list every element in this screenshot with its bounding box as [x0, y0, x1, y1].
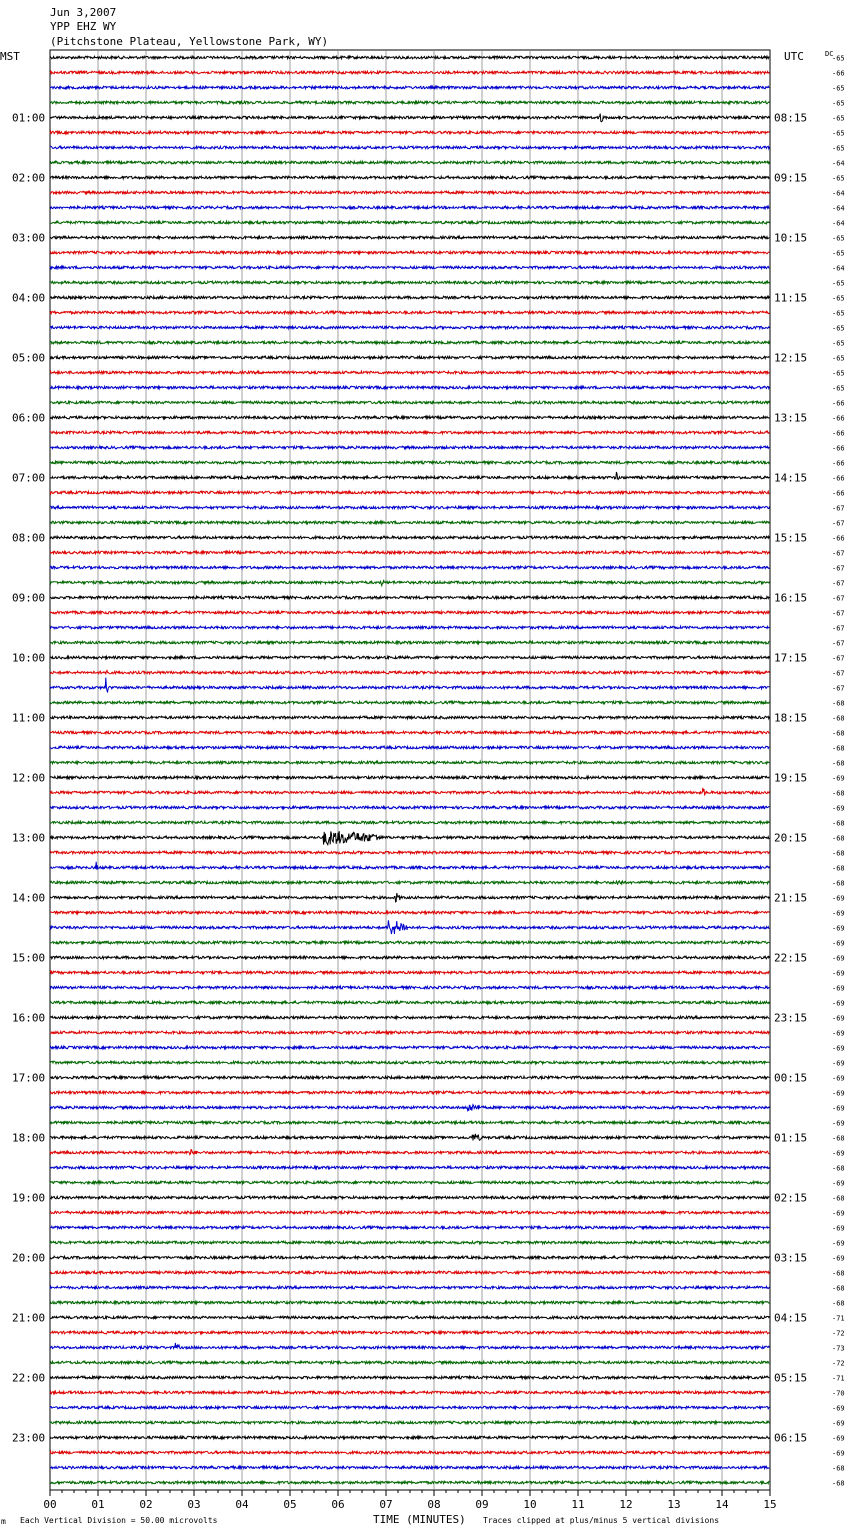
left-timezone-label: MST	[0, 50, 20, 63]
dc-offset-label: -69	[832, 1404, 845, 1413]
dc-offset-label: -69	[832, 1179, 845, 1188]
dc-offset-label: -65	[832, 384, 845, 393]
seismic-trace	[50, 386, 769, 389]
dc-offset-label: -69	[832, 1044, 845, 1053]
seismic-trace	[50, 1031, 769, 1034]
seismic-trace	[50, 1016, 769, 1019]
seismic-trace	[50, 86, 769, 89]
dc-offset-label: -68	[832, 849, 845, 858]
seismic-trace	[50, 161, 769, 164]
seismic-trace	[50, 356, 769, 359]
seismic-trace	[50, 670, 769, 673]
seismic-trace	[50, 1421, 769, 1424]
left-hour-label: 04:00	[12, 291, 46, 305]
right-hour-label: 12:15	[774, 351, 808, 365]
seismic-trace	[50, 371, 769, 374]
dc-offset-label: -68	[832, 834, 845, 843]
dc-offset-label: -66	[832, 444, 845, 453]
dc-offset-label: -66	[832, 399, 845, 408]
dc-offset-label: -69	[832, 1074, 845, 1083]
dc-offset-label: -65	[832, 249, 845, 258]
seismic-trace	[50, 761, 769, 764]
corner-mark: m	[1, 1517, 6, 1526]
seismic-trace	[50, 1271, 769, 1274]
seismic-trace	[50, 1150, 769, 1155]
dc-offset-label: -65	[832, 294, 845, 303]
dc-offset-label: -68	[832, 864, 845, 873]
seismic-trace	[50, 971, 769, 974]
seismic-trace	[50, 311, 769, 314]
seismic-trace	[50, 678, 769, 692]
seismic-trace	[50, 472, 769, 480]
seismic-trace	[50, 341, 769, 344]
seismic-trace	[50, 71, 769, 74]
seismic-trace	[50, 1343, 769, 1349]
seismic-trace	[50, 776, 769, 779]
right-hour-label: 10:15	[774, 231, 808, 245]
dc-offset-label: -65	[832, 339, 845, 348]
left-hour-label: 18:00	[12, 1131, 46, 1145]
seismic-trace	[50, 941, 769, 944]
dc-offset-label: -69	[832, 1059, 845, 1068]
dc-offset-label: -69	[832, 984, 845, 993]
seismic-trace	[50, 416, 769, 419]
left-hour-label: 02:00	[12, 171, 46, 185]
dc-offset-label: -65	[832, 54, 845, 63]
dc-offset-label: -65	[832, 114, 845, 123]
x-tick-label: 10	[523, 1498, 537, 1511]
dc-offset-label: -65	[832, 354, 845, 363]
left-hour-label: 01:00	[12, 111, 46, 125]
dc-offset-label: -69	[832, 1149, 845, 1158]
left-hour-label: 05:00	[12, 351, 46, 365]
dc-offset-label: -67	[832, 579, 845, 588]
dc-offset-label: -68	[832, 729, 845, 738]
seismic-trace	[50, 1105, 769, 1111]
dc-offset-label: -68	[832, 1299, 845, 1308]
seismic-trace	[50, 281, 769, 284]
right-hour-label: 16:15	[774, 591, 808, 605]
seismic-trace	[50, 1121, 769, 1124]
dc-offset-label: -68	[832, 699, 845, 708]
x-tick-label: 04	[235, 1498, 249, 1511]
dc-offset-label: -65	[832, 309, 845, 318]
left-hour-label: 08:00	[12, 531, 46, 545]
dc-offset-label: -65	[832, 84, 845, 93]
seismic-trace	[50, 1331, 769, 1334]
dc-offset-label: -69	[832, 969, 845, 978]
date-label: Jun 3,2007	[50, 6, 117, 19]
seismic-trace	[50, 1166, 769, 1169]
seismic-trace	[50, 1226, 769, 1229]
scale-note: Each Vertical Division = 50.00 microvolts	[20, 1516, 218, 1525]
x-tick-label: 13	[667, 1498, 681, 1511]
dc-offset-label: -68	[832, 1134, 845, 1143]
right-hour-label: 13:15	[774, 411, 808, 425]
seismic-trace	[50, 446, 769, 449]
seismic-trace	[50, 806, 769, 809]
left-hour-label: 20:00	[12, 1251, 46, 1265]
x-tick-label: 01	[91, 1498, 105, 1511]
seismic-trace	[50, 146, 769, 149]
dc-offset-label: -65	[832, 369, 845, 378]
seismic-trace	[50, 1134, 769, 1141]
left-hour-label: 06:00	[12, 411, 46, 425]
dc-offset-label: -69	[832, 909, 845, 918]
dc-offset-label: -65	[832, 279, 845, 288]
dc-offset-label: -69	[832, 1224, 845, 1233]
dc-offset-label: -69	[832, 1239, 845, 1248]
seismic-trace	[50, 1406, 769, 1409]
dc-offset-label: -67	[832, 609, 845, 618]
seismic-trace	[50, 641, 769, 644]
right-hour-label: 09:15	[774, 171, 808, 185]
x-tick-label: 09	[475, 1498, 489, 1511]
x-tick-label: 14	[715, 1498, 729, 1511]
dc-offset-label: -68	[832, 1164, 845, 1173]
seismic-trace	[50, 1181, 769, 1184]
dc-offset-label: -69	[832, 1419, 845, 1428]
right-hour-label: 23:15	[774, 1011, 808, 1025]
dc-offset-label: -69	[832, 1449, 845, 1458]
left-hour-labels	[12, 112, 45, 1445]
seismic-trace	[50, 56, 769, 59]
left-hour-label: 07:00	[12, 471, 46, 485]
seismic-trace	[50, 716, 769, 719]
dc-offset-label: -68	[832, 879, 845, 888]
seismic-trace	[50, 114, 769, 122]
dc-offset-label: -66	[832, 534, 845, 543]
seismic-trace	[50, 851, 769, 854]
seismic-trace	[50, 1046, 769, 1049]
right-hour-label: 02:15	[774, 1191, 808, 1205]
dc-offset-label: -65	[832, 174, 845, 183]
seismic-trace	[50, 881, 769, 885]
left-hour-label: 15:00	[12, 951, 46, 965]
dc-offset-label: -66	[832, 69, 845, 78]
dc-offset-label: -67	[832, 504, 845, 513]
seismic-trace	[50, 1376, 769, 1379]
location-label: (Pitchstone Plateau, Yellowstone Park, WY)	[50, 35, 329, 48]
x-tick-label: 02	[139, 1498, 153, 1511]
seismic-trace	[50, 920, 769, 934]
dc-offset-label: -68	[832, 759, 845, 768]
left-hour-label: 23:00	[12, 1431, 46, 1445]
right-hour-label: 22:15	[774, 951, 808, 965]
right-hour-label: 21:15	[774, 891, 808, 905]
dc-offset-label: -69	[832, 1089, 845, 1098]
dc-offset-label: -71	[832, 1374, 845, 1383]
x-tick-label: 03	[187, 1498, 201, 1511]
seismic-trace	[50, 1256, 769, 1259]
right-hour-label: 11:15	[774, 291, 808, 305]
dc-offset-label: -68	[832, 819, 845, 828]
left-hour-label: 14:00	[12, 891, 46, 905]
seismic-trace	[50, 566, 769, 569]
seismic-trace	[50, 1091, 769, 1094]
dc-offset-label: -66	[832, 489, 845, 498]
dc-offset-label: -64	[832, 219, 845, 228]
left-hour-label: 22:00	[12, 1371, 46, 1385]
dc-offset-label: -69	[832, 774, 845, 783]
x-tick-label: 05	[283, 1498, 297, 1511]
right-hour-label: 19:15	[774, 771, 808, 785]
x-tick-label: 08	[427, 1498, 441, 1511]
dc-offset-label: -67	[832, 519, 845, 528]
seismic-trace	[50, 656, 769, 659]
left-hour-label: 19:00	[12, 1191, 46, 1205]
right-hour-label: 08:15	[774, 111, 808, 125]
dc-offset-label: -64	[832, 204, 845, 213]
dc-offset-label: -65	[832, 99, 845, 108]
dc-offset-label: -69	[832, 1014, 845, 1023]
left-hour-label: 03:00	[12, 231, 46, 245]
seismic-trace	[50, 1241, 769, 1244]
dc-offset-label: -64	[832, 264, 845, 273]
trace-group	[50, 56, 769, 1484]
dc-offset-label: -72	[832, 1329, 845, 1338]
dc-offset-label: -66	[832, 429, 845, 438]
seismic-trace	[50, 1211, 769, 1214]
seismic-trace	[50, 1451, 769, 1454]
seismic-trace	[50, 1301, 769, 1304]
seismic-trace	[50, 221, 769, 224]
seismic-trace	[50, 911, 769, 914]
dc-offset-label: -68	[832, 744, 845, 753]
seismic-trace	[50, 788, 769, 795]
dc-offset-label: -69	[832, 1254, 845, 1263]
seismic-trace	[50, 746, 769, 749]
seismic-trace	[50, 431, 769, 434]
left-hour-label: 12:00	[12, 771, 46, 785]
seismic-trace	[50, 551, 769, 554]
dc-offset-label: -65	[832, 234, 845, 243]
seismic-trace	[50, 1001, 769, 1004]
dc-offset-label: -68	[832, 714, 845, 723]
right-hour-label: 04:15	[774, 1311, 808, 1325]
dc-offset-labels	[832, 55, 845, 1488]
dc-offset-label: -69	[832, 954, 845, 963]
left-hour-label: 17:00	[12, 1071, 46, 1085]
dc-offset-label: -69	[832, 1029, 845, 1038]
right-hour-label: 06:15	[774, 1431, 808, 1445]
right-hour-label: 03:15	[774, 1251, 808, 1265]
seismic-trace	[50, 821, 769, 824]
seismic-trace	[50, 956, 769, 959]
seismic-trace	[50, 986, 769, 989]
left-hour-label: 11:00	[12, 711, 46, 725]
dc-offset-label: -67	[832, 684, 845, 693]
dc-offset-label: -67	[832, 564, 845, 573]
dc-offset-label: -67	[832, 654, 845, 663]
x-tick-label: 11	[571, 1498, 585, 1511]
seismic-trace	[50, 1076, 769, 1079]
seismic-trace	[50, 506, 769, 509]
seismic-trace	[50, 731, 769, 734]
seismic-trace	[50, 1436, 769, 1439]
left-hour-label: 13:00	[12, 831, 46, 845]
dc-offset-label: -69	[832, 1434, 845, 1443]
dc-offset-label: -65	[832, 144, 845, 153]
seismic-trace	[50, 1466, 769, 1469]
seismic-trace	[50, 611, 769, 614]
dc-offset-label: -69	[832, 1209, 845, 1218]
seismic-trace	[50, 176, 769, 179]
dc-offset-label: -64	[832, 189, 845, 198]
seismic-trace	[50, 251, 769, 254]
dc-offset-label: -69	[832, 939, 845, 948]
seismic-trace	[50, 536, 769, 539]
seismic-trace	[50, 266, 769, 269]
right-hour-label: 14:15	[774, 471, 808, 485]
seismic-trace	[50, 191, 769, 194]
right-hour-label: 00:15	[774, 1071, 808, 1085]
seismic-trace	[50, 580, 769, 586]
left-hour-label: 16:00	[12, 1011, 46, 1025]
dc-offset-label: -68	[832, 1194, 845, 1203]
seismic-trace	[50, 1061, 769, 1064]
seismic-trace	[50, 206, 769, 209]
dc-offset-label: -69	[832, 1119, 845, 1128]
right-hour-label: 15:15	[774, 531, 808, 545]
dc-offset-label: -66	[832, 474, 845, 483]
dc-column-header: DC	[825, 50, 834, 58]
dc-offset-label: -69	[832, 1104, 845, 1113]
seismic-trace	[50, 401, 769, 404]
dc-offset-label: -65	[832, 324, 845, 333]
x-axis-ticks	[43, 1490, 776, 1511]
seismic-trace	[50, 1196, 769, 1199]
right-hour-label: 20:15	[774, 831, 808, 845]
dc-offset-label: -71	[832, 1314, 845, 1323]
seismic-trace	[50, 831, 769, 845]
station-label: YPP EHZ WY	[50, 20, 117, 33]
dc-offset-label: -72	[832, 1359, 845, 1368]
dc-offset-label: -68	[832, 1479, 845, 1488]
seismic-trace	[50, 893, 769, 902]
dc-offset-label: -67	[832, 639, 845, 648]
x-tick-label: 07	[379, 1498, 393, 1511]
right-timezone-label: UTC	[784, 50, 804, 63]
dc-offset-label: -70	[832, 1389, 845, 1398]
right-hour-label: 17:15	[774, 651, 808, 665]
seismic-trace	[50, 1481, 769, 1484]
seismic-trace	[50, 296, 769, 299]
dc-offset-label: -64	[832, 159, 845, 168]
seismic-trace	[50, 236, 769, 239]
dc-offset-label: -67	[832, 624, 845, 633]
clip-note: Traces clipped at plus/minus 5 vertical divisions	[483, 1516, 720, 1525]
dc-offset-label: -73	[832, 1344, 845, 1353]
dc-offset-label: -69	[832, 924, 845, 933]
x-axis-title: TIME (MINUTES)	[373, 1513, 466, 1526]
x-tick-label: 06	[331, 1498, 345, 1511]
left-hour-label: 09:00	[12, 591, 46, 605]
dc-offset-label: -67	[832, 549, 845, 558]
seismic-trace	[50, 1391, 769, 1394]
x-tick-label: 15	[763, 1498, 777, 1511]
seismic-trace	[50, 626, 769, 629]
x-tick-label: 00	[43, 1498, 57, 1511]
seismic-trace	[50, 701, 769, 704]
seismic-trace	[50, 1361, 769, 1364]
dc-offset-label: -67	[832, 669, 845, 678]
seismic-trace	[50, 1316, 769, 1319]
seismic-trace	[50, 1286, 769, 1289]
dc-offset-label: -69	[832, 999, 845, 1008]
right-hour-labels	[774, 112, 807, 1445]
right-hour-label: 18:15	[774, 711, 808, 725]
right-hour-label: 01:15	[774, 1131, 808, 1145]
dc-offset-label: -69	[832, 804, 845, 813]
seismic-trace	[50, 491, 769, 494]
dc-offset-label: -69	[832, 894, 845, 903]
dc-offset-label: -68	[832, 1269, 845, 1278]
seismic-trace	[50, 131, 769, 134]
dc-offset-label: -67	[832, 594, 845, 603]
dc-offset-label: -68	[832, 1284, 845, 1293]
left-hour-label: 10:00	[12, 651, 46, 665]
dc-offset-label: -68	[832, 789, 845, 798]
dc-offset-label: -66	[832, 414, 845, 423]
seismic-trace	[50, 101, 769, 104]
seismic-trace	[50, 461, 769, 464]
seismic-trace	[50, 862, 769, 870]
seismic-trace	[50, 326, 769, 329]
dc-offset-label: -68	[832, 1464, 845, 1473]
seismic-trace	[50, 521, 769, 524]
dc-offset-label: -66	[832, 459, 845, 468]
dc-offset-label: -65	[832, 129, 845, 138]
seismic-trace	[50, 596, 769, 599]
right-hour-label: 05:15	[774, 1371, 808, 1385]
left-hour-label: 21:00	[12, 1311, 46, 1325]
x-tick-label: 12	[619, 1498, 633, 1511]
